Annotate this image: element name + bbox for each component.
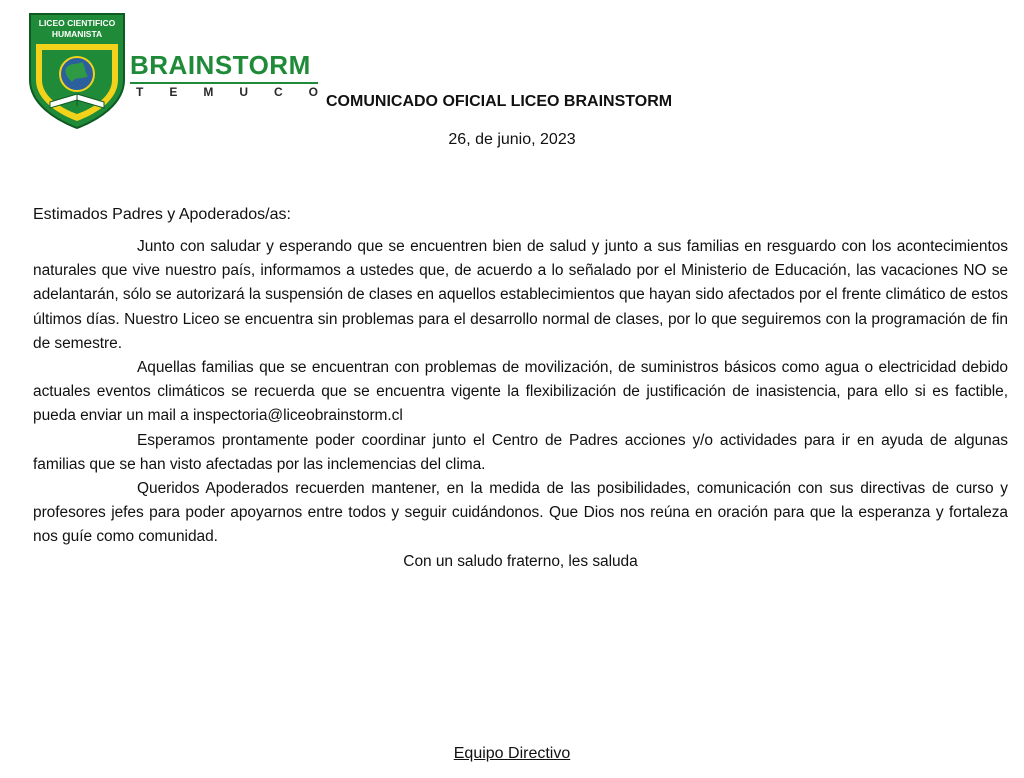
city-letter: O xyxy=(308,85,318,99)
body-paragraph: Junto con saludar y esperando que se encuentren bien de salud y junto a sus familias en resguardo con los acontecimientos naturales que vive nuestro país, informamos a ustedes que, de acuerdo a lo señalado por el Ministerio de Educación, las vacaciones NO se adelantarán, sólo se autorizará la suspensión de clases en aquellos establecimientos que hayan sido afectados por el frente climático de estos últimos días. Nuestro Liceo se encuentra sin problemas para el desarrollo normal de clases, por lo que seguiremos con la programación de fin de semestre. xyxy=(33,238,1008,352)
document-date: 26, de junio, 2023 xyxy=(448,131,576,148)
brand-wordmark xyxy=(130,48,318,102)
city-letter: C xyxy=(273,85,283,99)
signature-block xyxy=(0,744,1024,764)
city-letter: T xyxy=(136,85,144,99)
body-paragraph: Aquellas familias que se encuentran con problemas de movilización, de suministros básicos como agua o electricidad debido actuales eventos climáticos se recuerda que se encuentra vigente la flexibilización de justificación de inasistencia, para ello si es factible, pueda enviar un mail a inspectoria@liceobrainstorm.cl xyxy=(33,359,1008,425)
closing-line: Con un saludo fraterno, les saluda xyxy=(403,552,638,570)
brand-city xyxy=(136,84,318,100)
crest-text-line1: LICEO CIENTIFICO xyxy=(38,18,116,28)
city-letter: E xyxy=(169,85,178,99)
salutation: Estimados Padres y Apoderados/as: xyxy=(33,206,291,223)
brand-name: BRAINSTORM xyxy=(130,50,311,80)
school-crest-logo xyxy=(26,10,128,130)
letter-body xyxy=(33,235,1008,574)
city-letter: U xyxy=(239,85,248,99)
document-title: COMUNICADO OFICIAL LICEO BRAINSTORM xyxy=(326,93,673,110)
signature: Equipo Directivo xyxy=(453,745,571,762)
body-paragraph: Queridos Apoderados recuerden mantener, en la medida de las posibilidades, comunicación con sus directivas de curso y profesores jefes para poder apoyarnos entre todos y seguir cuidándonos. Que Dios nos reúna en oración para que la esperanza y fortaleza nos guíe como comunidad. xyxy=(33,480,1008,546)
city-letter: M xyxy=(203,85,214,99)
body-paragraph: Esperamos prontamente poder coordinar junto el Centro de Padres acciones y/o actividades para ir en ayuda de algunas familias que se han visto afectadas por las inclemencias del clima. xyxy=(33,431,1008,473)
crest-text-line2: HUMANISTA xyxy=(51,29,103,39)
